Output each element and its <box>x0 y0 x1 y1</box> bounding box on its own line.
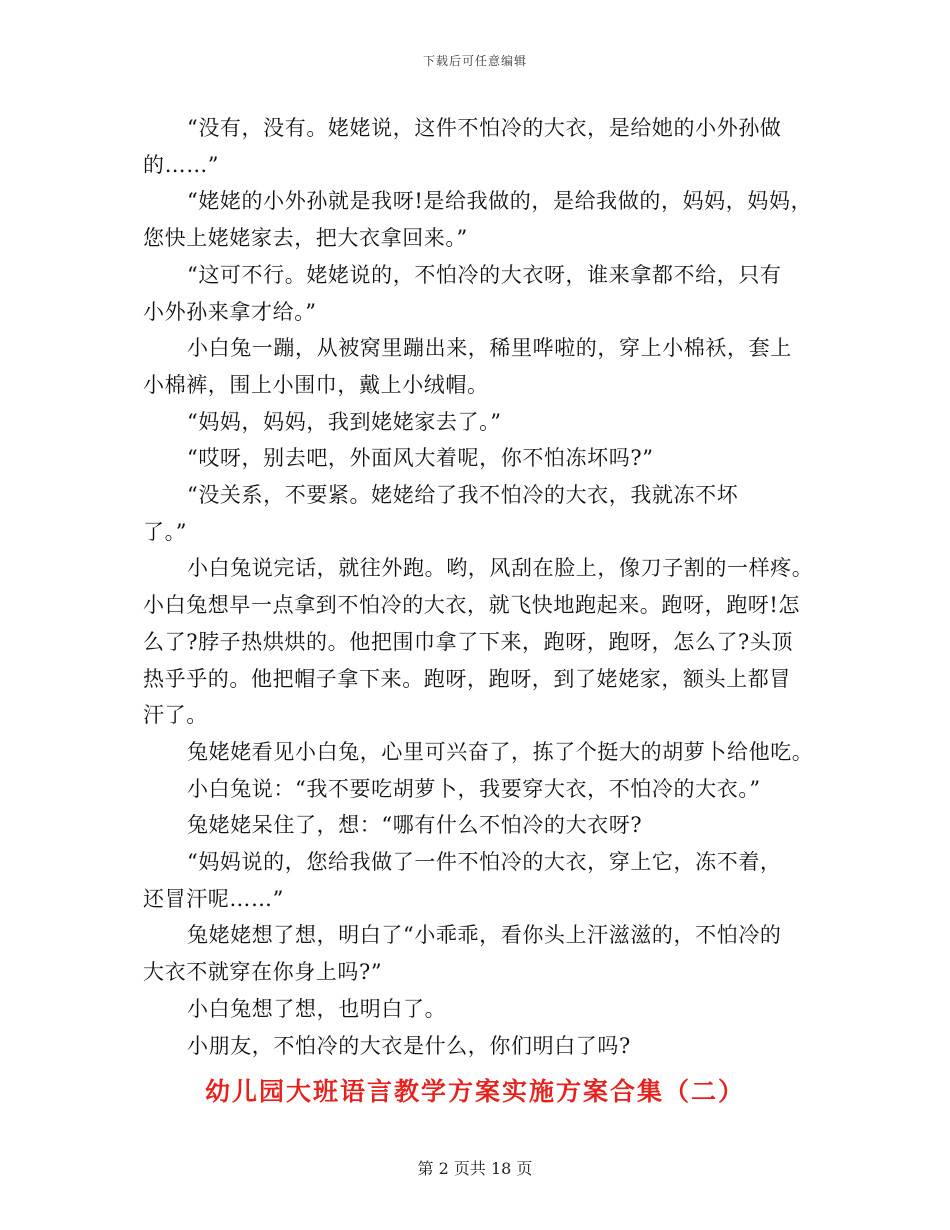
text-line: “这可不行。姥姥说的，不怕冷的大衣呀，谁来拿都不给，只有 <box>187 262 782 287</box>
text-line: 小白兔想早一点拿到不怕冷的大衣，就飞快地跑起来。跑呀，跑呀!怎 <box>143 593 801 618</box>
text-line: “妈妈说的，您给我做了一件不怕冷的大衣，穿上它，冻不着， <box>187 850 782 875</box>
page-header-note: 下载后可任意编辑 <box>422 54 527 68</box>
text-line: “没关系，不要紧。姥姥给了我不怕冷的大衣，我就冻不坏 <box>187 483 739 508</box>
text-line: 您快上姥姥家去，把大衣拿回来。” <box>143 226 468 251</box>
text-line: “没有，没有。姥姥说，这件不怕冷的大衣，是给她的小外孙做 <box>187 116 782 140</box>
text-line: 么了?脖子热烘烘的。他把围巾拿了下来，跑呀，跑呀，怎么了?头顶 <box>143 629 794 654</box>
section-title: 幼儿园大班语言教学方案实施方案合集（二） <box>204 1077 745 1106</box>
text-line: 兔姥姥呆住了，想：“哪有什么不怕冷的大衣呀? <box>187 813 643 838</box>
text-line: “姥姥的小外孙就是我呀!是给我做的，是给我做的，妈妈，妈妈， <box>187 189 813 214</box>
text-line: 兔姥姥看见小白兔，心里可兴奋了，拣了个挺大的胡萝卜给他吃。 <box>187 739 814 764</box>
text-line: 小白兔说完话，就往外跑。哟，风刮在脸上，像刀子割的一样疼。 <box>187 556 814 581</box>
text-line: 汗了。 <box>143 703 208 728</box>
text-line: 小白兔想了想，也明白了。 <box>187 996 447 1021</box>
page-footer: 第 2 页共 18 页 <box>417 1159 533 1178</box>
text-line: 的……” <box>143 152 220 177</box>
text-line: “哎呀，别去吧，外面风大着呢，你不怕冻坏吗?” <box>187 446 654 471</box>
text-line: 小白兔一蹦，从被窝里蹦出来，稀里哗啦的，穿上小棉袄，套上 <box>187 336 792 361</box>
text-line: 还冒汗呢……” <box>143 886 284 911</box>
text-line: 小朋友，不怕冷的大衣是什么，你们明白了吗? <box>187 1033 631 1058</box>
text-line: 小棉裤，围上小围巾，戴上小绒帽。 <box>143 372 489 397</box>
text-line: 了。” <box>143 519 188 544</box>
text-line: 小白兔说：“我不要吃胡萝卜，我要穿大衣，不怕冷的大衣。” <box>187 776 761 801</box>
text-line: 小外孙来拿才给。” <box>143 299 317 324</box>
text-line: “妈妈，妈妈，我到姥姥家去了。” <box>187 409 502 434</box>
text-line: 热乎乎的。他把帽子拿下来。跑呀，跑呀，到了姥姥家，额头上都冒 <box>143 666 791 691</box>
document-body <box>143 110 823 1064</box>
text-line: 兔姥姥想了想，明白了“小乖乖，看你头上汗滋滋的，不怕冷的 <box>187 923 782 948</box>
text-line: 大衣不就穿在你身上吗?” <box>143 960 383 985</box>
